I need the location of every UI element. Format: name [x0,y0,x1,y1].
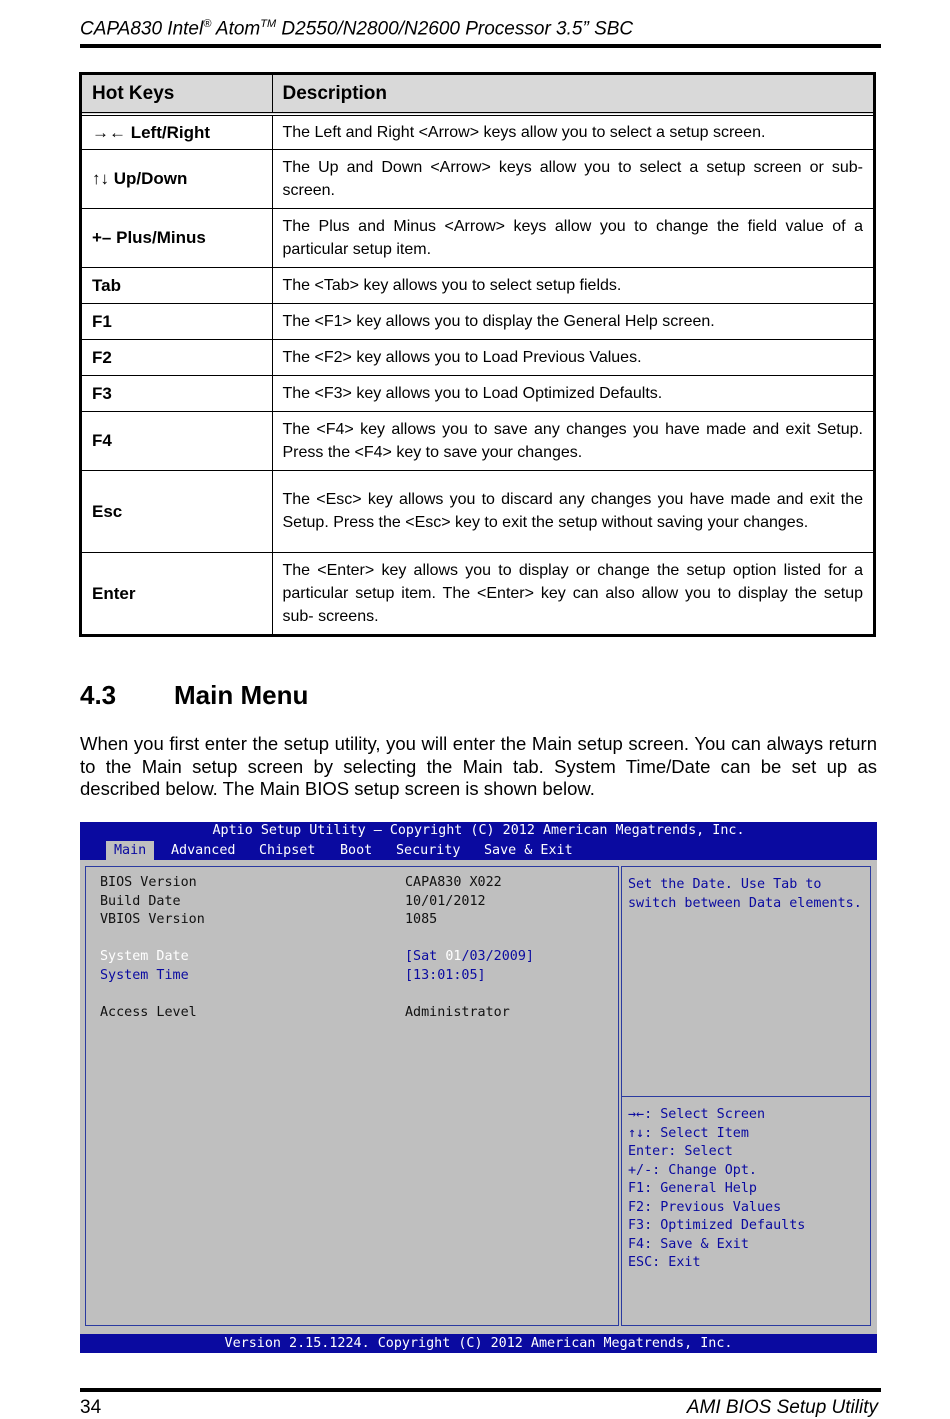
hotkey-desc: The <F1> key allows you to display the General Help screen. [272,303,873,339]
build-date-value: 10/01/2012 [405,893,486,909]
hotkey-desc: The Plus and Minus <Arrow> keys allow you to change the field value of a particular setup item. [272,208,873,267]
tab-main[interactable]: Main [106,841,154,860]
access-level-label: Access Level [100,1005,197,1020]
table-row [82,375,873,411]
table-row [82,339,873,375]
bios-version-value: CAPA830 X022 [405,875,502,890]
system-date-field[interactable]: [Sat 01/03/2009] [405,949,534,964]
hotkey-desc: The Up and Down <Arrow> keys allow you to select a setup screen or sub-screen. [272,149,873,208]
table-row [82,267,873,303]
hotkey-desc: The <F2> key allows you to Load Previous Values. [272,339,873,375]
hotkey-name: F2 [82,339,272,375]
bios-version-label: BIOS Version [100,875,197,890]
key-help-item: ↑↓: Select Item [628,1125,749,1141]
bios-main-panel [85,866,619,1326]
tab-save-exit[interactable]: Save & Exit [484,843,573,858]
table-row [82,303,873,339]
bios-status-bar: Version 2.15.1224. Copyright (C) 2012 American Megatrends, Inc. [80,1334,877,1353]
vbios-version-label: VBIOS Version [100,912,205,927]
table-row [82,114,873,149]
hotkey-desc: The <Esc> key allows you to discard any changes you have made and exit the Setup. Press the <Esc> key to exit the setup without saving your changes. [272,470,873,552]
key-help-item: ESC: Exit [628,1255,701,1270]
tab-chipset[interactable]: Chipset [259,843,316,858]
system-time-label[interactable]: System Time [100,967,189,983]
vbios-version-value: 1085 [405,912,438,927]
system-time-field[interactable]: [13:01:05] [405,967,486,983]
hotkeys-col-desc: Description [272,75,873,114]
hotkeys-header-row [82,75,873,114]
key-help-list [628,1106,868,1273]
key-help-item: →←: Select Screen [628,1107,766,1122]
header-rule [80,44,881,48]
key-help-item: Enter: Select [628,1144,733,1159]
hotkeys-table [79,72,876,637]
table-row [82,149,873,208]
section-intro: When you first enter the setup utility, you will enter the Main setup screen. You can always return to the Main setup screen by selecting the Main tab. System Time/Date can be set up as described below. The Main BIOS setup screen is shown below. [80,733,877,799]
hotkey-name: →← Left/Right [92,122,211,142]
hotkeys-col-key: Hot Keys [82,75,272,114]
hotkey-name: +– Plus/Minus [82,208,272,267]
hotkey-name: Tab [82,267,272,303]
system-date-label[interactable]: System Date [100,949,189,964]
tab-advanced[interactable]: Advanced [171,843,236,858]
hotkey-desc: The <Enter> key allows you to display or change the setup option listed for a particular setup item. The <Enter> key can also allow you to display the setup sub- screens. [272,552,873,634]
hotkey-desc: The <F3> key allows you to Load Optimized Defaults. [272,375,873,411]
table-row [82,208,873,267]
help-divider [621,1096,871,1097]
tab-security[interactable]: Security [396,843,461,858]
table-row [82,470,873,552]
bios-screenshot [80,822,877,1353]
key-help-item: F2: Previous Values [628,1199,782,1215]
bios-title: Aptio Setup Utility – Copyright (C) 2012 American Megatrends, Inc. [212,823,745,838]
hotkey-desc: The Left and Right <Arrow> keys allow you to select a setup screen. [272,114,873,149]
key-help-item: F4: Save & Exit [628,1236,749,1252]
key-help-item: +/-: Change Opt. [628,1162,757,1178]
hotkey-name: F1 [82,303,272,339]
page-header: CAPA830 Intel® Atom™ D2550/N2800/N2600 Processor 3.5” SBC [80,18,634,40]
build-date-label: Build Date [100,893,181,909]
hotkey-name: F3 [82,375,272,411]
key-help-item: F1: General Help [628,1181,757,1196]
hotkey-desc: The <F4> key allows you to save any changes you have made and exit Setup. Press the <F4> key to save your changes. [272,411,873,470]
system-date-selected-part[interactable]: 01 [445,949,462,964]
key-help-item: F3: Optimized Defaults [628,1218,806,1233]
item-help-text: Set the Date. Use Tab to switch between Data elements. [628,877,862,911]
table-row [82,552,873,634]
hotkey-name: Enter [82,552,272,634]
access-level-value: Administrator [405,1005,510,1020]
section-title: Main Menu [174,680,309,710]
page-number: 34 [80,1397,102,1418]
hotkey-name: F4 [82,411,272,470]
hotkey-name: Esc [82,470,272,552]
section-number: 4.3 [80,680,117,710]
table-row [82,411,873,470]
hotkey-desc: The <Tab> key allows you to select setup fields. [272,267,873,303]
hotkey-name: ↑↓ Up/Down [82,149,272,208]
footer-rule [80,1388,881,1392]
footer-title: AMI BIOS Setup Utility [686,1397,878,1418]
tab-boot[interactable]: Boot [340,843,373,858]
